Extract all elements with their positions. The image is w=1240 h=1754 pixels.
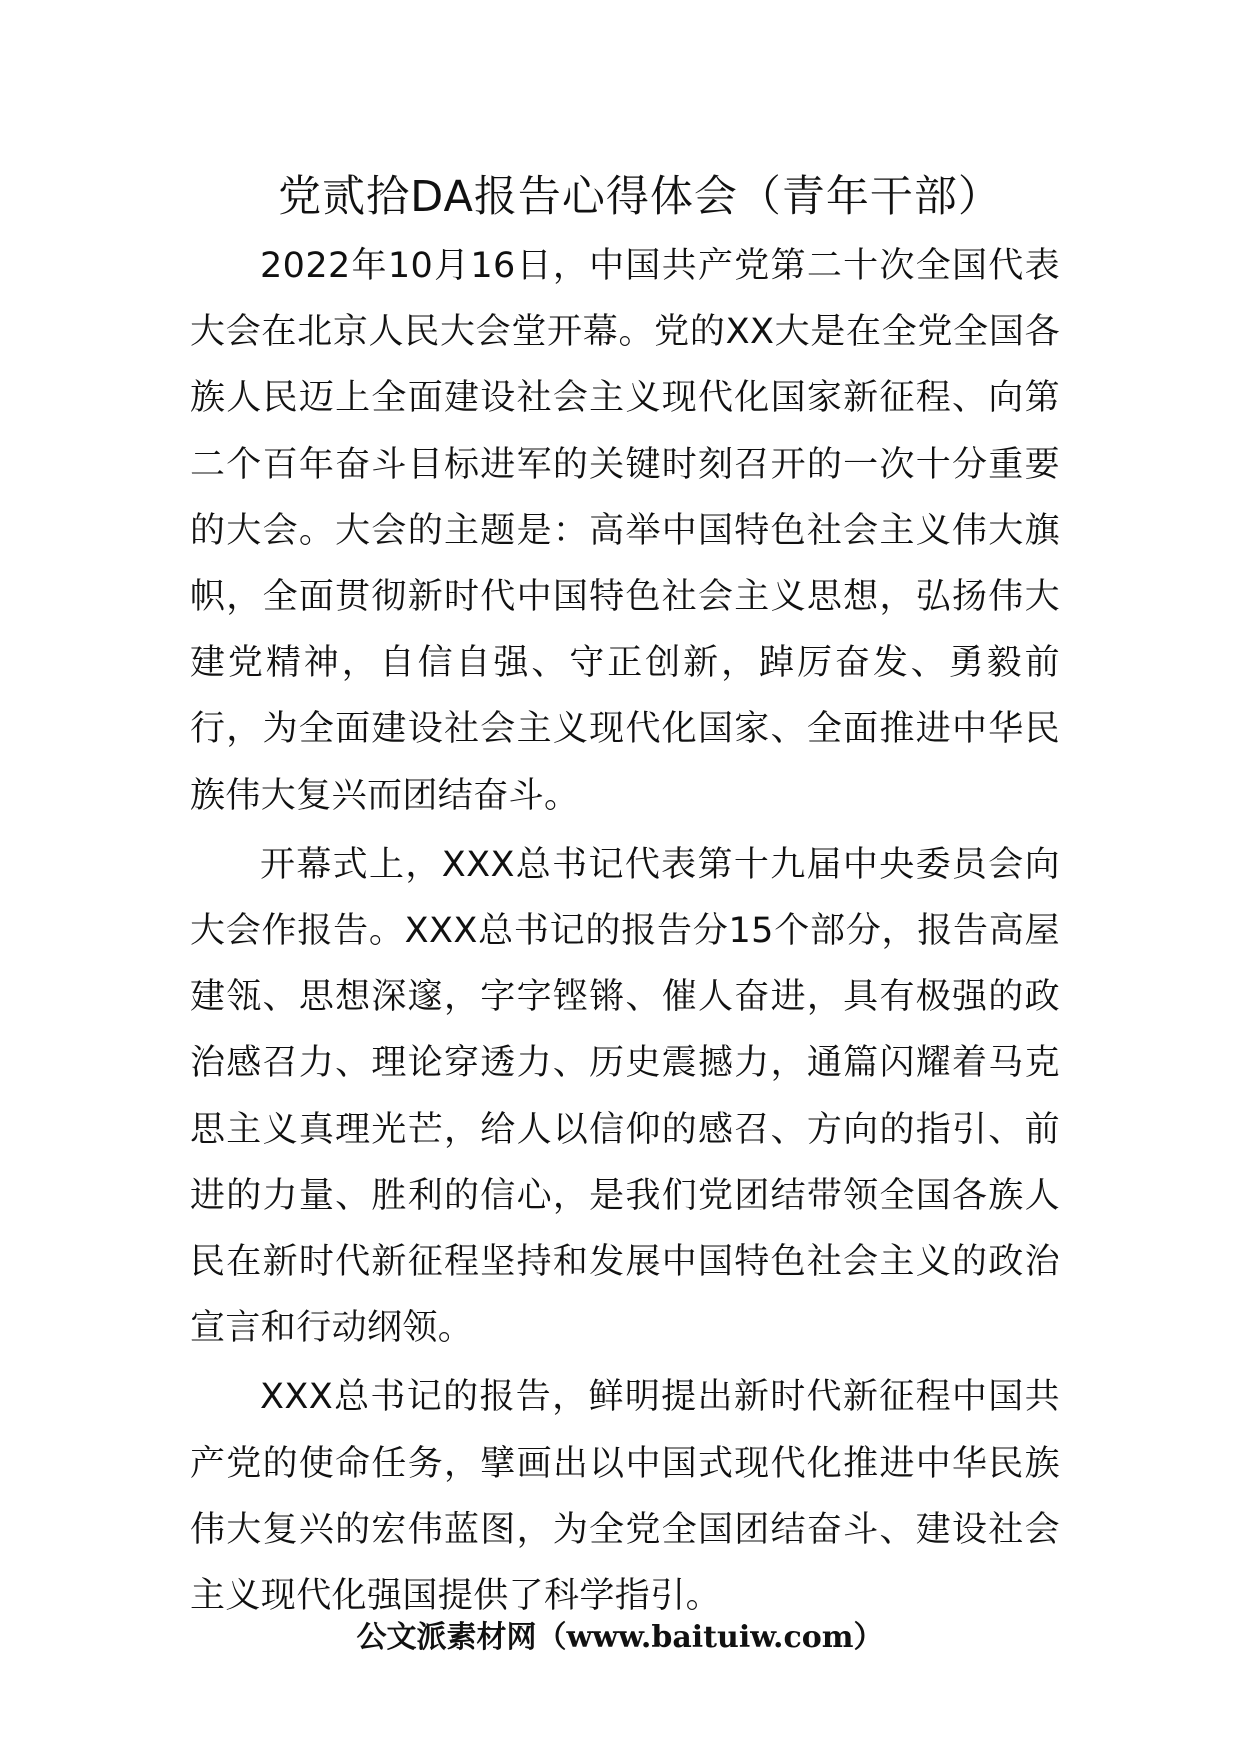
paragraph-2: 开幕式上，XXX总书记代表第十九届中央委员会向大会作报告。XXX总书记的报告分15个部分，报告高屋建瓴、思想深邃，字字铿锵、催人奋进，具有极强的政治感召力、理论穿透力、历史震撼力，通篇闪耀着马克思主义真理光芒，给人以信仰的感召、方向的指引、前进的力量、胜利的信心，是我们党团结带领全国各族人民在新时代新征程坚持和发展中国特色社会主义的政治宣言和行动纲领。 [190, 844, 1060, 1349]
document-body [190, 233, 1060, 1629]
paragraph-1: 2022年10月16日，中国共产党第二十次全国代表大会在北京人民大会堂开幕。党的XX大是在全党全国各族人民迈上全面建设社会主义现代化国家新征程、向第二个百年奋斗目标进军的关键时刻召开的一次十分重要的大会。大会的主题是：高举中国特色社会主义伟大旗帜，全面贯彻新时代中国特色社会主义思想，弘扬伟大建党精神，自信自强、守正创新，踔厉奋发、勇毅前行，为全面建设社会主义现代化国家、全面推进中华民族伟大复兴而团结奋斗。 [190, 246, 1060, 816]
document-title: 党贰拾DA报告心得体会（青年干部） [278, 172, 1002, 222]
source-footer: 公文派素材网（www.baituiw.com） [356, 1620, 884, 1655]
paragraph-3: XXX总书记的报告，鲜明提出新时代新征程中国共产党的使命任务，擘画出以中国式现代化推进中华民族伟大复兴的宏伟蓝图，为全党全国团结奋斗、建设社会主义现代化强国提供了科学指引。 [190, 1377, 1060, 1617]
